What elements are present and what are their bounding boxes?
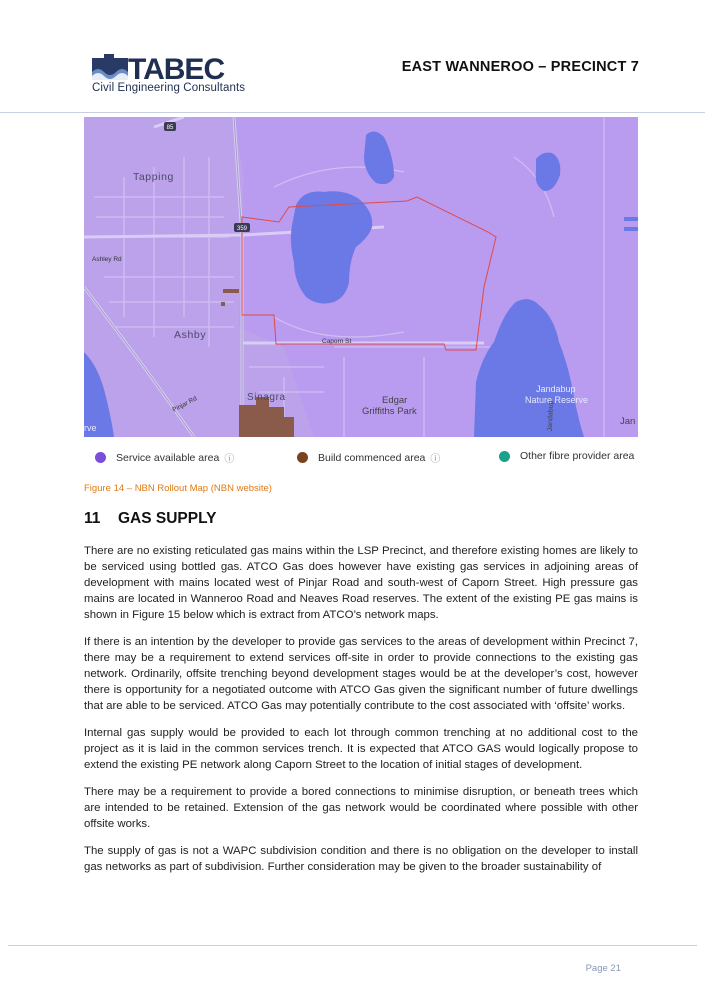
legend-label: Other fibre provider area — [520, 450, 635, 462]
legend-label: Service available area — [116, 451, 220, 464]
map-label-jandabup: Jandabup — [536, 384, 576, 394]
paragraph: There are no existing reticulated gas mains within the LSP Precinct, and therefore existing homes are likely to be serviced using bottled gas. ATCO Gas does however have existing gas services in adjoining areas of development with mains located west of Pinjar Road and south-west of Caporn Street. High pressure gas mains are located in Wanneroo Road and Neaves Road reserves. The extent of the existing PE gas mains is shown in Figure 15 below which is extract from ATCO’s network maps. — [84, 545, 638, 622]
map-label-jan: Jan — [620, 416, 636, 427]
circle-dot-icon — [499, 451, 510, 462]
legend-item-service-available — [95, 450, 234, 465]
section-title: GAS SUPPLY — [118, 510, 217, 527]
map-label-nature-reserve: Nature Reserve — [525, 395, 589, 405]
map-label-tapping: Tapping — [133, 171, 174, 183]
map-label-jandabup-rd: Jandabup — [546, 400, 555, 432]
page-number: Page 21 — [585, 963, 621, 974]
info-icon[interactable]: ⓘ — [430, 454, 441, 465]
legend-item-other-fibre — [499, 450, 634, 462]
header-divider — [0, 112, 705, 113]
footer-divider — [8, 945, 697, 946]
map-label-ashley-rd: Ashley Rd — [92, 256, 122, 263]
circle-dot-icon — [95, 452, 106, 463]
svg-text:359: 359 — [236, 226, 248, 232]
circle-dot-icon — [297, 452, 308, 463]
section-number: 11 — [84, 510, 101, 527]
route-85-shield — [164, 122, 176, 131]
legend-label: Build commenced area — [318, 451, 426, 464]
map-label-pinjar-rd: Pinjar Rd — [171, 395, 199, 414]
map-label-edgar: Edgar — [382, 395, 408, 406]
map-label-caporn-st: Caporn St — [322, 338, 352, 345]
route-359-shield — [234, 223, 250, 232]
map-legend — [84, 450, 638, 466]
logo-tagline: Civil Engineering Consultants — [92, 82, 246, 94]
paragraph: Internal gas supply would be provided to each lot through common trenching at no additional cost to the project as it is laid in the common services trench. It is expected that ATCO GAS would logically propose to extend the existing PE network along Caporn Street to the location of initial stages of development. — [84, 726, 638, 772]
svg-text:85: 85 — [166, 125, 174, 131]
map-label-griffiths-park: Griffiths Park — [362, 406, 417, 417]
figure-caption: Figure 14 – NBN Rollout Map (NBN website) — [84, 483, 272, 494]
logo-wordmark: TABEC — [128, 53, 225, 86]
info-icon[interactable]: ⓘ — [224, 454, 235, 465]
legend-item-build-commenced — [297, 450, 440, 465]
paragraph: There may be a requirement to provide a bored connections to minimise disruption, or beneath trees which are intended to be retained. Extension of the gas network would be coordinated where possible with other offsite works. — [84, 785, 638, 830]
map-label-rve: rve — [84, 423, 97, 433]
section-heading — [84, 510, 217, 528]
map-label-ashby: Ashby — [174, 329, 207, 341]
nbn-rollout-map — [84, 117, 638, 437]
paragraph: If there is an intention by the developer to provide gas services to the areas of development within Precinct 7, there may be a requirement to extend services off-site in order to provide connections to the existing gas network. Ordinarily, offsite trenching beyond development stages would be at the developer’s cost, however there is opportunity for a negotiated outcome with ATCO Gas given the significant number of future dwellings that are able to be serviced. ATCO Gas may potentially contribute to the cost associated with ‘offsite’ works. — [84, 635, 638, 713]
map-label-sinagra: Sinagra — [247, 392, 286, 403]
paragraph: The supply of gas is not a WAPC subdivision condition and there is no obligation on the developer to install gas networks as part of subdivision. Further consideration may be given to the broader sustainability of — [84, 844, 638, 873]
body-text — [84, 543, 638, 885]
document-title: EAST WANNEROO – PRECINCT 7 — [401, 59, 639, 75]
